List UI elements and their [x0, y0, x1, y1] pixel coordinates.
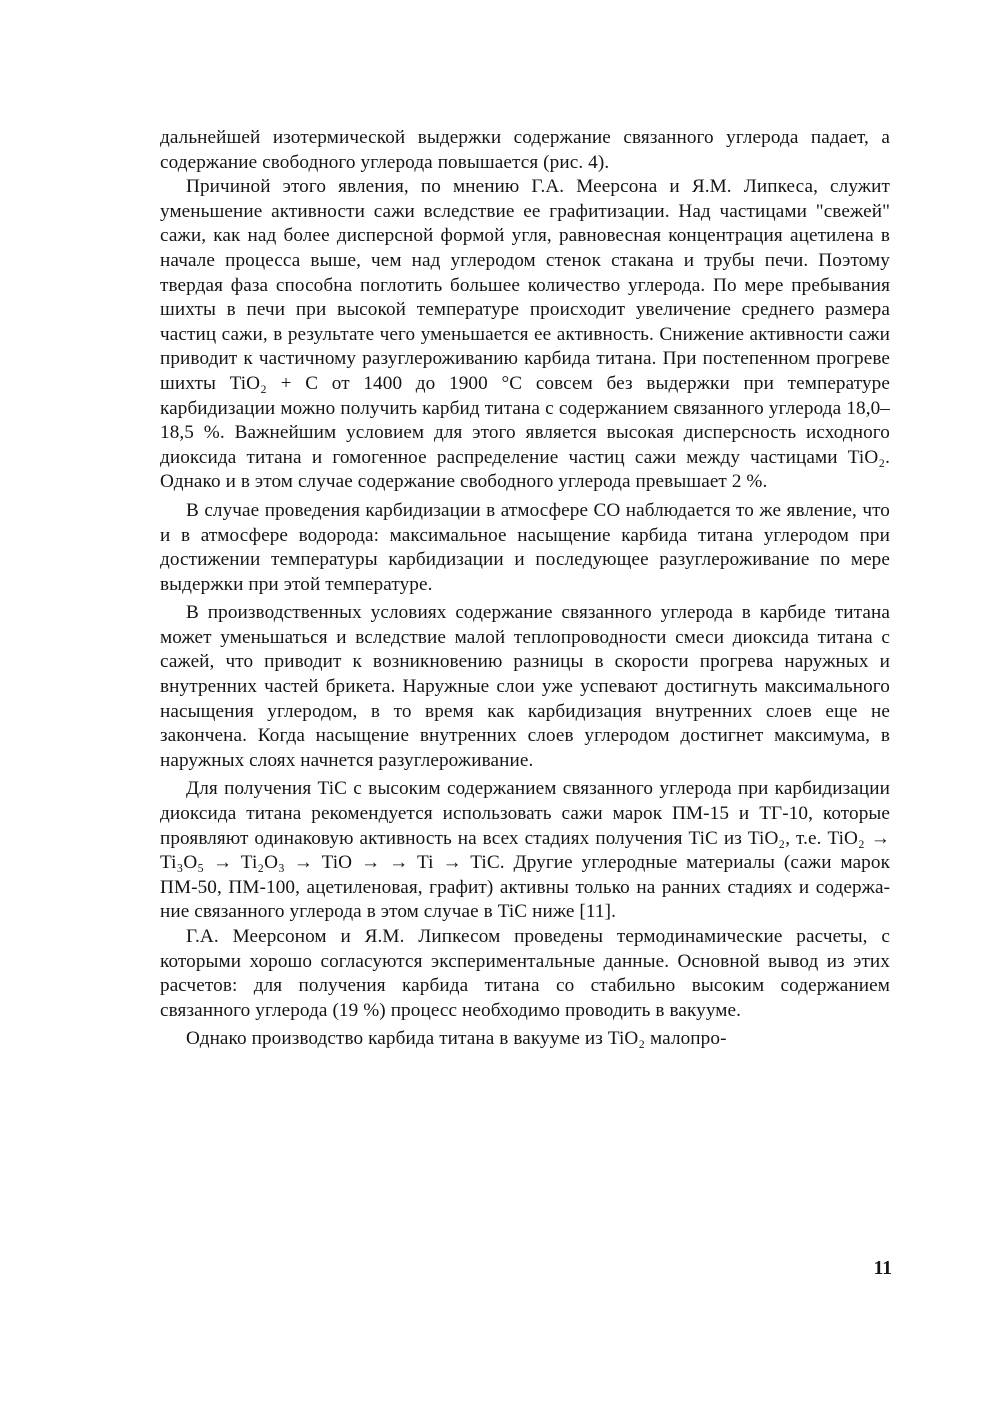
paragraph-vacuum: Однако производство карбида титана в вакууме из TiO₂ малопро- [186, 1028, 727, 1050]
paragraph-production-conditions: В производственных условиях содержание связанного углерода в карбиде титана может уменьшаться и вследствие малой теплопроводности смеси диоксида титана с сажей, что приводит к возникновению разницы в скорости прогрева наружных и внутренних частей брикета. Наружные слои уже успевают достигнуть максимального насыщения углеродом, в то время как карбидизация внутренних слоев еще не закончена. Когда насыщение внутренних слоев углеродом достигнет максимума, в наружных слоях начнется разуглероживание. [160, 602, 890, 771]
page-number: 11 [873, 1258, 892, 1279]
paragraph-continuation: дальнейшей изотермической выдержки содержание связанного углерода падает, а содержание свободного углерода повышается (рис. 4). [160, 127, 890, 173]
paragraph-cause: Причиной этого явления, по мнению Г.А. Меерсона и Я.М. Липкеса, служит уменьшение активности сажи вследствие ее графитизации. Над частицами "свежей" сажи, как над более дисперсной формой угля, равновесная концентрация ацетилена в начале процесса выше, чем над углеродом стенок стакана и трубы печи. Поэтому твердая фаза способна поглотить большее количество углерода. По мере пребывания шихты в печи при высокой температуре происходит увеличение среднего размера частиц сажи, в результате чего уменьшается ее активность. Снижение активности сажи приводит к частичному разуглероживанию карбида титана. При постепенном прогреве шихты TiO₂ + C от 1400 до 1900 °C совсем без выдержки при температуре карбидизации можно получить карбид титана с содержанием связанного углерода 18,0–18,5 %. Важнейшим условием для этого является высокая дисперсность исходного диоксида титана и гомогенное распределение частиц сажи между частицами TiO₂. Однако и в этом случае содержание свободного углерода превышает 2 %. [160, 176, 890, 493]
paragraph-thermodynamics: Г.А. Меерсоном и Я.М. Липкесом проведены термодинамические расчеты, с которыми хорошо согласуются экспериментальные данные. Основной вывод из этих расчетов: для получения карбида титана со стабильно высоким содержанием связанного углерода (19 %) процесс необходимо проводить в вакууме. [160, 926, 890, 1021]
body-text [160, 126, 890, 1052]
paragraph-co-atmosphere: В случае проведения карбидизации в атмосфере CO наблюдается то же явление, что и в атмосфере водорода: максимальное насыщение карбида титана углеродом при достижении температуры карбидизации и последующее разуглероживание по мере выдержки при этой температуре. [160, 499, 890, 595]
paragraph-soot-grades: Для получения TiC с высоким содержанием связанного углерода при карбидизации диоксида титана рекомендуется использовать сажи марок ПМ-15 и ТГ-10, которые проявляют одинаковую активность на всех стадиях получения TiC из TiO₂, т.е. TiO₂ → Ti₃O₅ → Ti₂O₃ → TiO → → Ti → TiC. Другие углеродные материалы (сажи марок ПМ-50, ПМ-100, ацетиленовая, графит) активны только на ранних стадиях и содержание связанного углерода в этом случае в TiC ниже [11]. [160, 778, 890, 923]
